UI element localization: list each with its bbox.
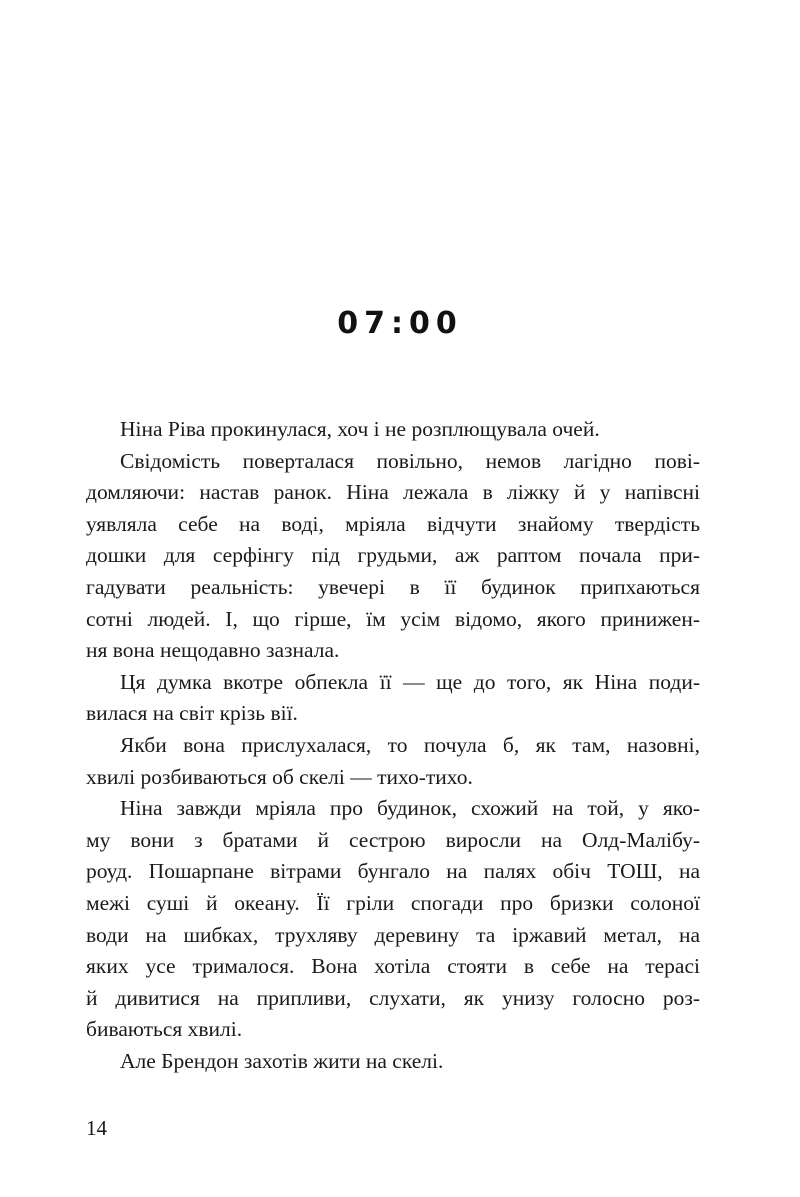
- text-line: Ніна завжди мріяла про будинок, схожий на той, у яко-: [120, 796, 700, 821]
- paragraph: [86, 793, 700, 1046]
- text-line: уявляла себе на воді, мріяла відчути знайому твердість: [86, 511, 700, 536]
- chapter-heading: 07:00: [337, 306, 463, 341]
- text-line: дошки для серфінгу під грудьми, аж раптом почала при-: [86, 543, 700, 568]
- text-line: Але Брендон захотів жити на скелі.: [120, 1048, 444, 1073]
- paragraph: [86, 446, 700, 667]
- text-line: гадувати реальність: увечері в її будинок припхаються: [86, 574, 700, 599]
- text-line: яких усе трималося. Вона хотіла стояти в себе на терасі: [86, 954, 700, 979]
- text-line: биваються хвилі.: [86, 1017, 243, 1042]
- text-line: Ця думка вкотре обпекла її — ще до того, як Ніна поди-: [120, 669, 700, 694]
- text-line: роуд. Пошарпане вітрами бунгало на палях обіч ТОШ, на: [86, 859, 700, 884]
- text-line: му вони з братами й сестрою виросли на Олд-Малібу-: [86, 827, 700, 852]
- text-line: хвилі розбиваються об скелі — тихо-тихо.: [86, 764, 473, 789]
- text-line: межі суші й океану. Її гріли спогади про бризки солоної: [86, 890, 700, 915]
- text-line: ня вона нещодавно зазнала.: [86, 638, 340, 663]
- text-line: й дивитися на припливи, слухати, як унизу голосно роз-: [86, 985, 700, 1010]
- text-line: сотні людей. І, що гірше, їм усім відомо, якого принижен-: [86, 606, 700, 631]
- text-line: вилася на світ крізь вії.: [86, 701, 298, 726]
- text-line: Свідомість поверталася повільно, немов лагідно пові-: [120, 448, 700, 473]
- paragraph: [86, 730, 700, 793]
- text-line: Якби вона прислухалася, то почула б, як там, назовні,: [120, 732, 700, 757]
- page-number: 14: [86, 1116, 107, 1140]
- paragraph: [86, 667, 700, 730]
- paragraph: [86, 1046, 700, 1078]
- text-line: води на шибках, трухляву деревину та іржавий метал, на: [86, 922, 700, 947]
- body-text: [86, 414, 700, 1077]
- text-line: домляючи: настав ранок. Ніна лежала в ліжку й у напівсні: [86, 480, 700, 505]
- text-line: Ніна Ріва прокинулася, хоч і не розплющувала очей.: [120, 417, 600, 441]
- paragraph: [86, 414, 700, 446]
